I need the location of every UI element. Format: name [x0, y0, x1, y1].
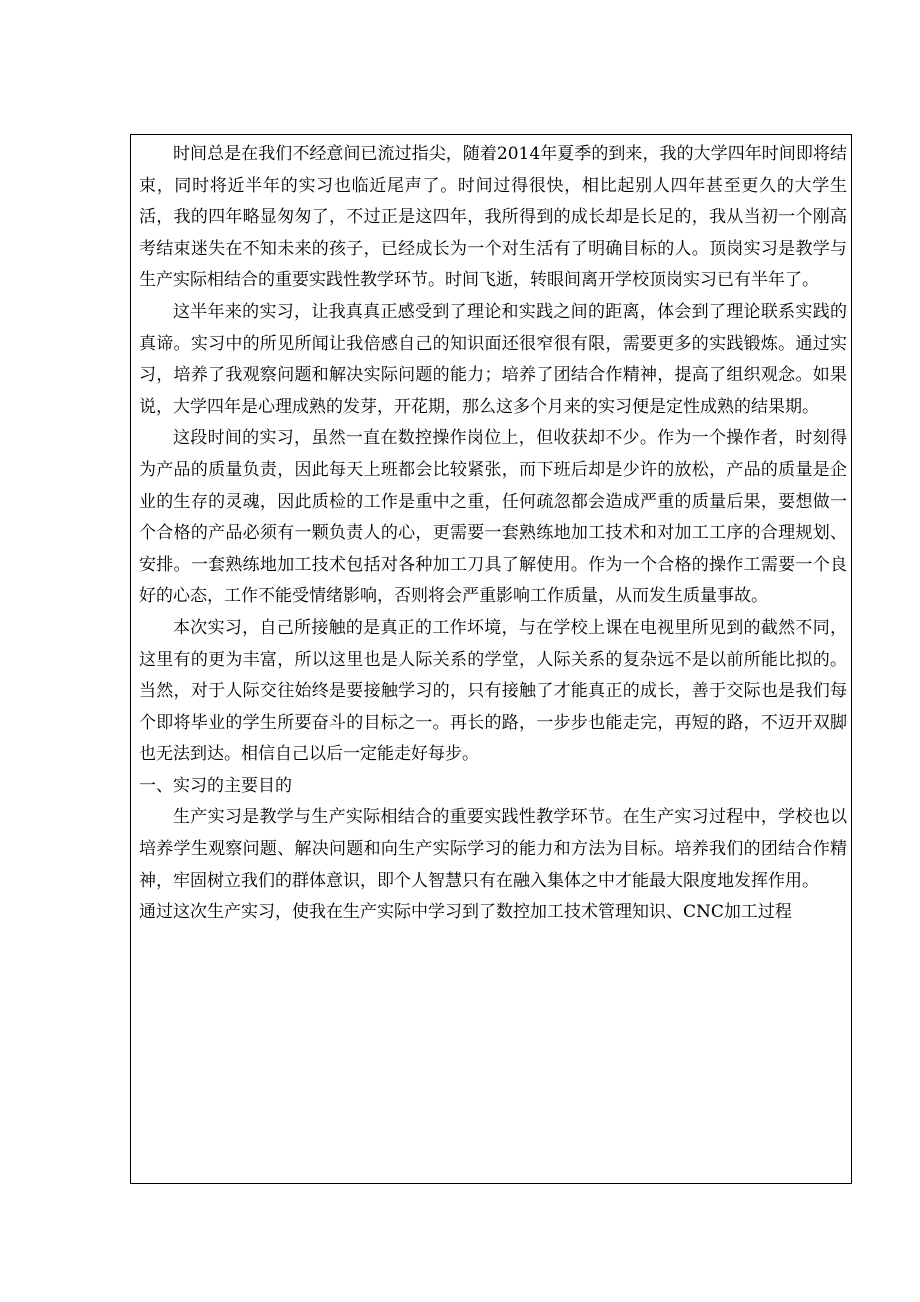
- paragraph-work-environment: 本次实习，自己所接触的是真正的工作坏境，与在学校上课在电视里所见到的截然不同，这里有的更为丰富，所以这里也是人际关系的学堂，人际关系的复杂远不是以前所能比拟的。当然，对于人际交往始终是要接触学习的，只有接触了才能真正的成长，善于交际也是我们每个即将毕业的学生所要奋斗的目标之一。再长的路，一步步也能走完，再短的路，不迈开双脚也无法到达。相信自己以后一定能走好每步。: [139, 617, 847, 765]
- paragraph-purpose: 生产实习是教学与生产实际相结合的重要实践性教学环节。在生产实习过程中，学校也以培养学生观察问题、解决问题和向生产实际学习的能力和方法为目标。培养我们的团结合作精神，牢固树立我们的群体意识，即个人智慧只有在融入集体之中才能最大限度地发挥作用。: [139, 807, 847, 891]
- paragraph-half-year: 这半年来的实习，让我真真正感受到了理论和实践之间的距离，体会到了理论联系实践的真谛。实习中的所见所闻让我倍感自己的知识面还很窄很有限，需要更多的实践锻炼。通过实习，培养了我观察问题和解决实际问题的能力；培养了团结合作精神，提高了组织观念。如果说，大学四年是心理成熟的发芽，开花期，那么这多个月来的实习便是定性成熟的结果期。: [139, 301, 847, 417]
- paragraph-cnc-operation: 这段时间的实习，虽然一直在数控操作岗位上，但收获却不少。作为一个操作者，时刻得为产品的质量负责，因此每天上班都会比较紧张，而下班后却是少许的放松，产品的质量是企业的生存的灵魂，因此质检的工作是重中之重，任何疏忽都会造成严重的质量后果，要想做一个合格的产品必须有一颗负责人的心，更需要一套熟练地加工技术和对加工工序的合理规划、安排。一套熟练地加工技术包括对各种加工刀具了解使用。作为一个合格的操作工需要一个良好的心态，工作不能受情绪影响，否则将会严重影响工作质量，从而发生质量事故。: [139, 428, 847, 607]
- document-body: [139, 139, 847, 929]
- paragraph-intro: 时间总是在我们不经意间已流过指尖，随着2014年夏季的到来，我的大学四年时间即将结束，同时将近半年的实习也临近尾声了。时间过得很快，相比起别人四年甚至更久的大学生活，我的四年略显匆匆了，不过正是这四年，我所得到的成长却是长足的，我从当初一个刚高考结束迷失在不知未来的孩子，已经成长为一个对生活有了明确目标的人。顶岗实习是教学与生产实际相结合的重要实践性教学环节。时间飞逝，转眼间离开学校顶岗实习已有半年了。: [139, 144, 847, 291]
- section-heading: 一、实习的主要目的: [139, 775, 292, 796]
- document-frame: [130, 134, 852, 1184]
- paragraph-continued: 通过这次生产实习，使我在生产实际中学习到了数控加工技术管理知识、CNC加工过程: [139, 902, 792, 923]
